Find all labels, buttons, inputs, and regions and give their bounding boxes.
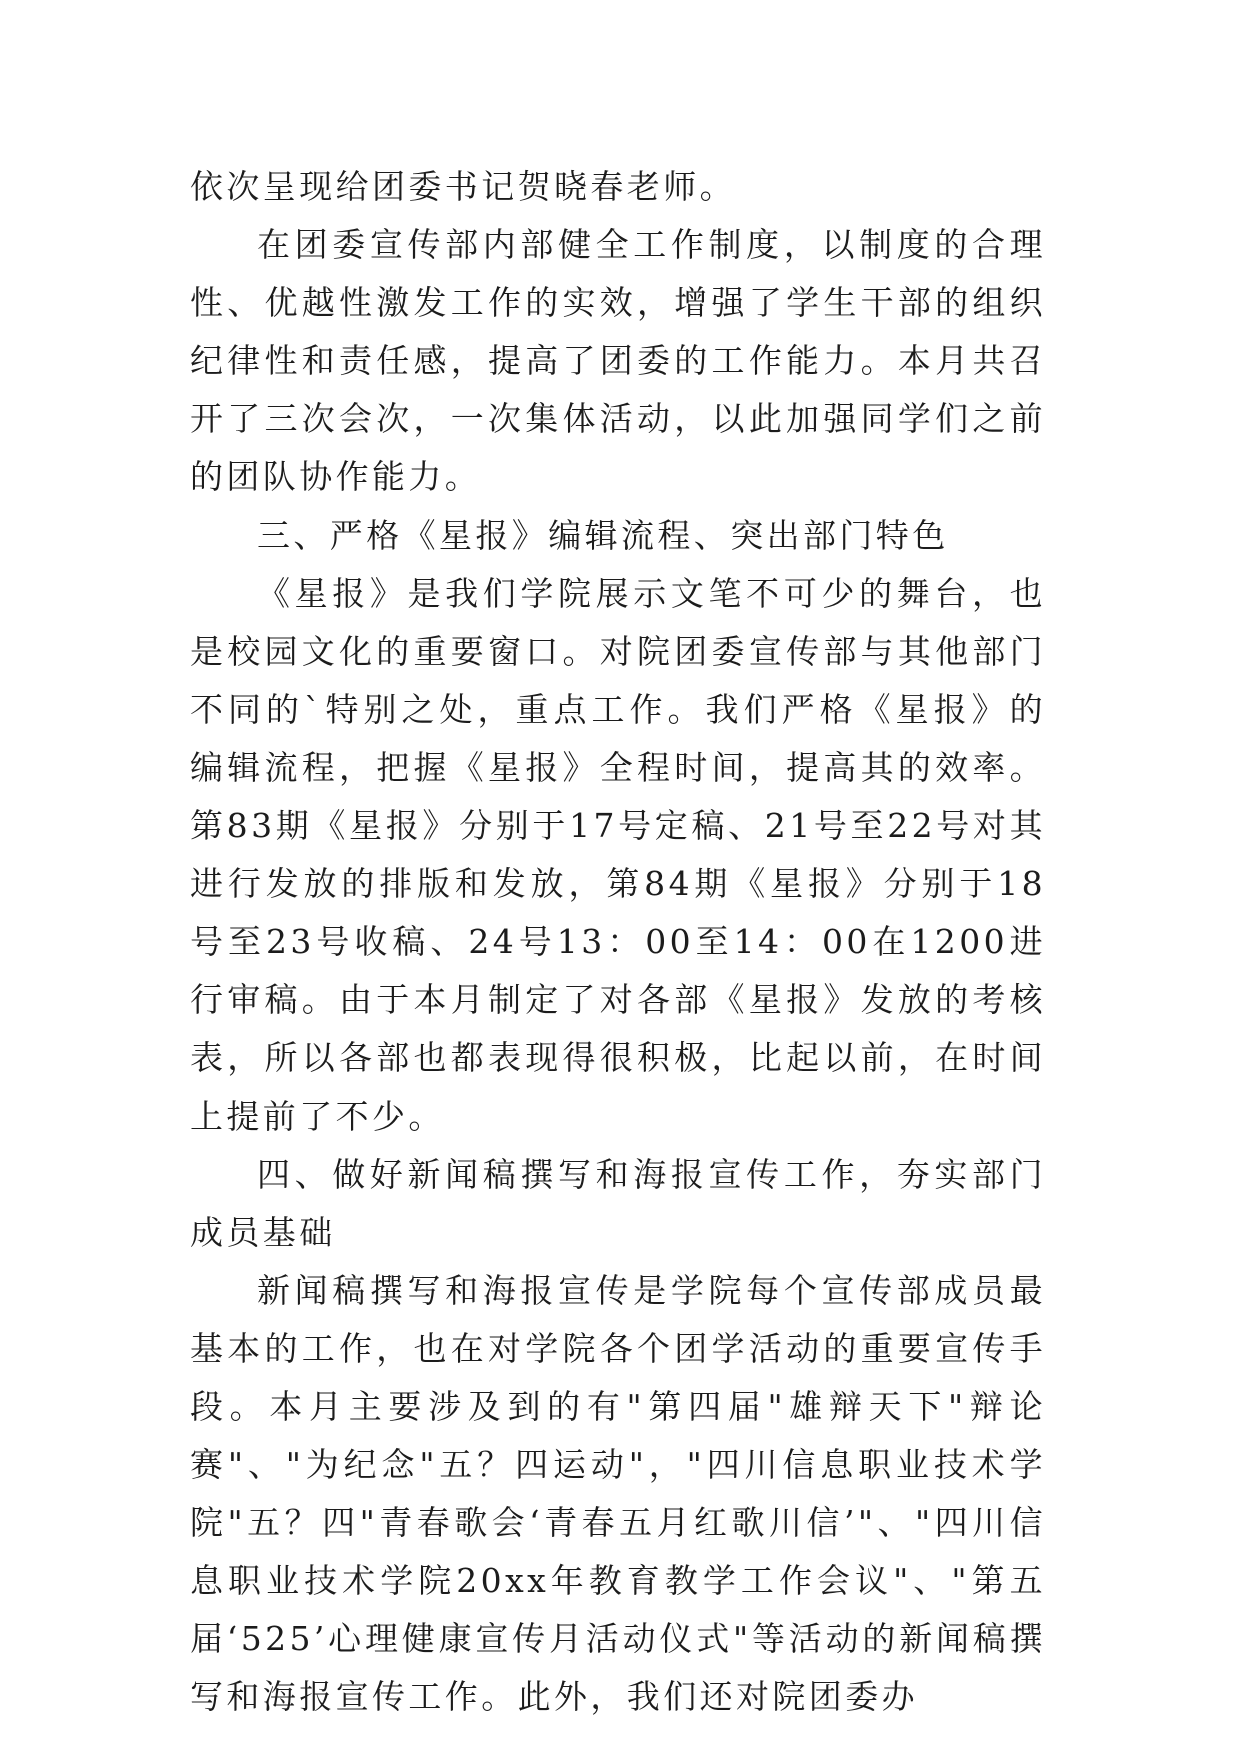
paragraph-4: 《星报》是我们学院展示文笔不可少的舞台，也是校园文化的重要窗口。对院团委宣传部与其他部门不同的`特别之处，重点工作。我们严格《星报》的编辑流程，把握《星报》全程时间，提高其的效率。第83期《星报》分别于17号定稿、21号至22号对其进行发放的排版和发放，第84期《星报》分别于18号至23号收稿、24号13：00至14：00在1200进行审稿。由于本月制定了对各部《星报》发放的考核表，所以各部也都表现得很积极，比起以前，在时间上提前了不少。 bbox=[190, 573, 1046, 1136]
document-body bbox=[190, 158, 1046, 1727]
paragraph-6: 新闻稿撰写和海报宣传是学院每个宣传部成员最基本的工作，也在对学院各个团学活动的重要宣传手段。本月主要涉及到的有"第四届"雄辩天下"辩论赛"、"为纪念"五？四运动"，"四川信息职业技术学院"五？四"青春歌会‘青春五月红歌川信’"、"四川信息职业技术学院20xx年教育教学工作会议"、"第五届‘525’心理健康宣传月活动仪式"等活动的新闻稿撰写和海报宣传工作。此外，我们还对院团委办 bbox=[190, 1270, 1046, 1717]
section-heading-4: 四、做好新闻稿撰写和海报宣传工作，夯实部门成员基础 bbox=[190, 1154, 1046, 1252]
section-heading-3: 三、严格《星报》编辑流程、突出部门特色 bbox=[257, 515, 949, 555]
paragraph-1: 依次呈现给团委书记贺晓春老师。 bbox=[190, 167, 736, 206]
paragraph-2: 在团委宣传部内部健全工作制度，以制度的合理性、优越性激发工作的实效，增强了学生干部的组织纪律性和责任感，提高了团委的工作能力。本月共召开了三次会次，一次集体活动，以此加强同学们之前的团队协作能力。 bbox=[190, 225, 1046, 497]
